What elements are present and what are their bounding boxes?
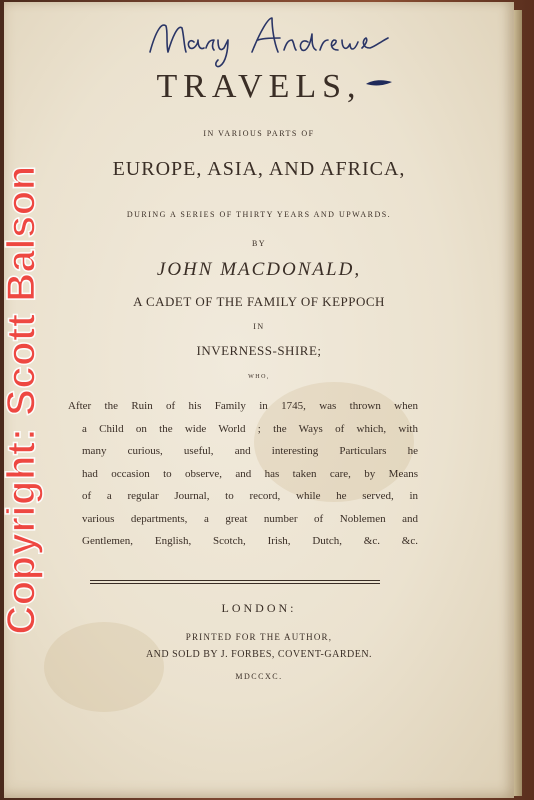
title-during: DURING A SERIES OF THIRTY YEARS AND UPWARDS. (126, 210, 392, 219)
description-line: had occasion to observe, and has taken care, by Means (82, 467, 418, 480)
handwritten-signature (144, 8, 394, 70)
author-lineage: A CADET OF THE FAMILY OF KEPPOCH (133, 294, 385, 309)
imprint-sold-by: AND SOLD BY J. FORBES, COVENT-GARDEN. (145, 649, 373, 660)
author-name: JOHN MACDONALD, (156, 259, 362, 280)
double-rule-top (90, 580, 380, 581)
double-rule-bottom (90, 583, 380, 584)
title-who: WHO, (248, 374, 270, 380)
title-in: IN (253, 322, 265, 331)
description-line: of a regular Journal, to record, while he served, in (82, 490, 418, 502)
watermark-text: Copyright: Scott Balson (0, 165, 44, 635)
description-line: many curious, useful, and interesting Particulars he (82, 445, 418, 457)
description-line: After the Ruin of his Family in 1745, was thrown when (68, 400, 418, 412)
imprint-place: LONDON: (221, 601, 297, 615)
title-regions: EUROPE, ASIA, AND AFRICA, (112, 158, 406, 180)
imprint-year: MDCCXC. (235, 672, 283, 681)
description-line: a Child on the wide World ; the Ways of which, with (82, 422, 418, 435)
title-page (4, 2, 514, 798)
imprint-printed-for: PRINTED FOR THE AUTHOR, (185, 632, 333, 642)
author-shire: INVERNESS-SHIRE; (196, 343, 322, 358)
title-by: BY (251, 239, 267, 248)
description-paragraph (68, 395, 418, 553)
title-subtitle-intro: IN VARIOUS PARTS OF (203, 129, 315, 138)
description-line: various departments, a great number of Noblemen and (82, 512, 418, 525)
description-line: Gentlemen, English, Scotch, Irish, Dutch, &c. &c. (82, 535, 418, 547)
book-title: TRAVELS, (156, 68, 362, 105)
